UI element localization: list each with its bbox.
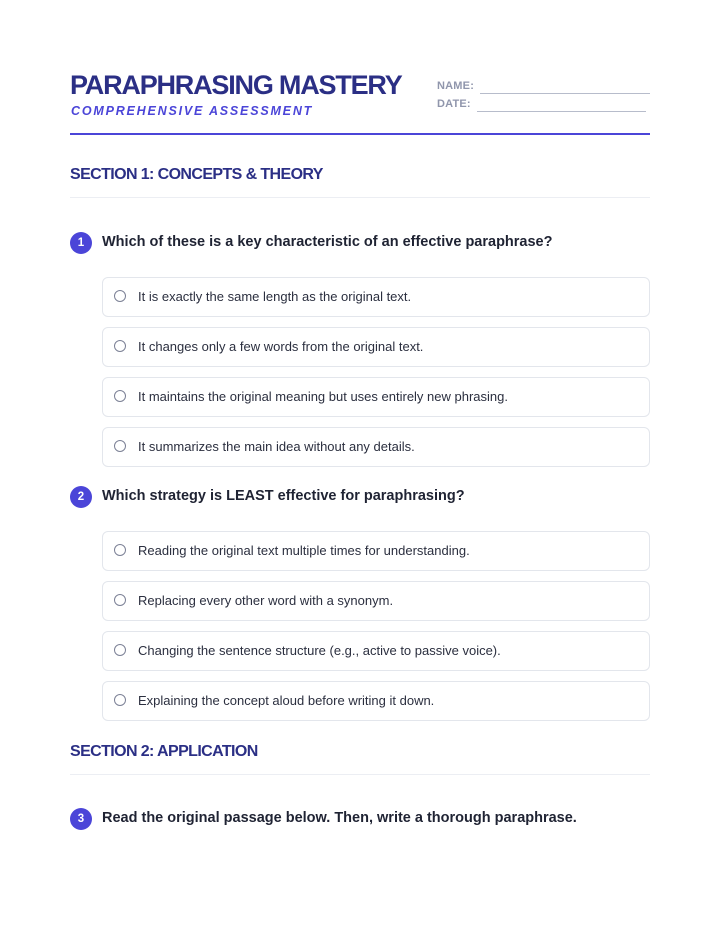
- header-rule: [70, 133, 650, 135]
- option-text: It maintains the original meaning but uses entirely new phrasing.: [138, 389, 508, 404]
- radio-button-icon[interactable]: [114, 544, 126, 556]
- date-row: [437, 98, 650, 116]
- date-field-line[interactable]: [477, 111, 646, 112]
- answer-option[interactable]: [102, 427, 650, 467]
- answer-option[interactable]: [102, 681, 650, 721]
- option-text: It summarizes the main idea without any details.: [138, 439, 415, 454]
- section-1: [70, 166, 650, 198]
- option-text: It changes only a few words from the original text.: [138, 339, 424, 354]
- section-title: SECTION 2: APPLICATION: [70, 743, 258, 760]
- question-text: Read the original passage below. Then, write a thorough paraphrase.: [102, 810, 577, 826]
- section-divider: [70, 197, 650, 198]
- question-number-badge: 2: [70, 486, 92, 508]
- student-info: [437, 80, 650, 116]
- answer-option[interactable]: [102, 581, 650, 621]
- section-2: [70, 743, 650, 775]
- radio-button-icon[interactable]: [114, 340, 126, 352]
- question-number-badge: 1: [70, 232, 92, 254]
- header: [70, 0, 650, 136]
- question-3: [70, 808, 650, 832]
- section-divider: [70, 774, 650, 775]
- page-subtitle: COMPREHENSIVE ASSESSMENT: [71, 104, 314, 118]
- radio-button-icon[interactable]: [114, 694, 126, 706]
- answer-option[interactable]: [102, 377, 650, 417]
- answer-option[interactable]: [102, 277, 650, 317]
- name-field-line[interactable]: [480, 93, 650, 94]
- assessment-page: [70, 0, 650, 826]
- option-text: Changing the sentence structure (e.g., active to passive voice).: [138, 643, 501, 658]
- option-text: It is exactly the same length as the original text.: [138, 289, 412, 304]
- question-header: [70, 232, 650, 256]
- name-label: NAME:: [437, 80, 475, 92]
- name-row: [437, 80, 650, 98]
- answer-options: [102, 531, 650, 721]
- question-2: [70, 486, 650, 731]
- page-title: PARAPHRASING MASTERY: [70, 70, 402, 100]
- option-text: Replacing every other word with a synonym.: [138, 593, 394, 608]
- question-text: Which of these is a key characteristic of an effective paraphrase?: [102, 234, 553, 250]
- question-text: Which strategy is LEAST effective for paraphrasing?: [102, 488, 465, 504]
- option-text: Explaining the concept aloud before writing it down.: [138, 693, 435, 708]
- question-1: [70, 232, 650, 477]
- question-header: [70, 808, 650, 832]
- option-text: Reading the original text multiple times for understanding.: [138, 543, 470, 558]
- radio-button-icon[interactable]: [114, 440, 126, 452]
- date-label: DATE:: [437, 98, 471, 110]
- answer-options: [102, 277, 650, 467]
- answer-option[interactable]: [102, 327, 650, 367]
- question-header: [70, 486, 650, 510]
- radio-button-icon[interactable]: [114, 390, 126, 402]
- question-number-badge: 3: [70, 808, 92, 830]
- section-title: SECTION 1: CONCEPTS & THEORY: [70, 166, 323, 183]
- radio-button-icon[interactable]: [114, 644, 126, 656]
- radio-button-icon[interactable]: [114, 290, 126, 302]
- radio-button-icon[interactable]: [114, 594, 126, 606]
- answer-option[interactable]: [102, 531, 650, 571]
- answer-option[interactable]: [102, 631, 650, 671]
